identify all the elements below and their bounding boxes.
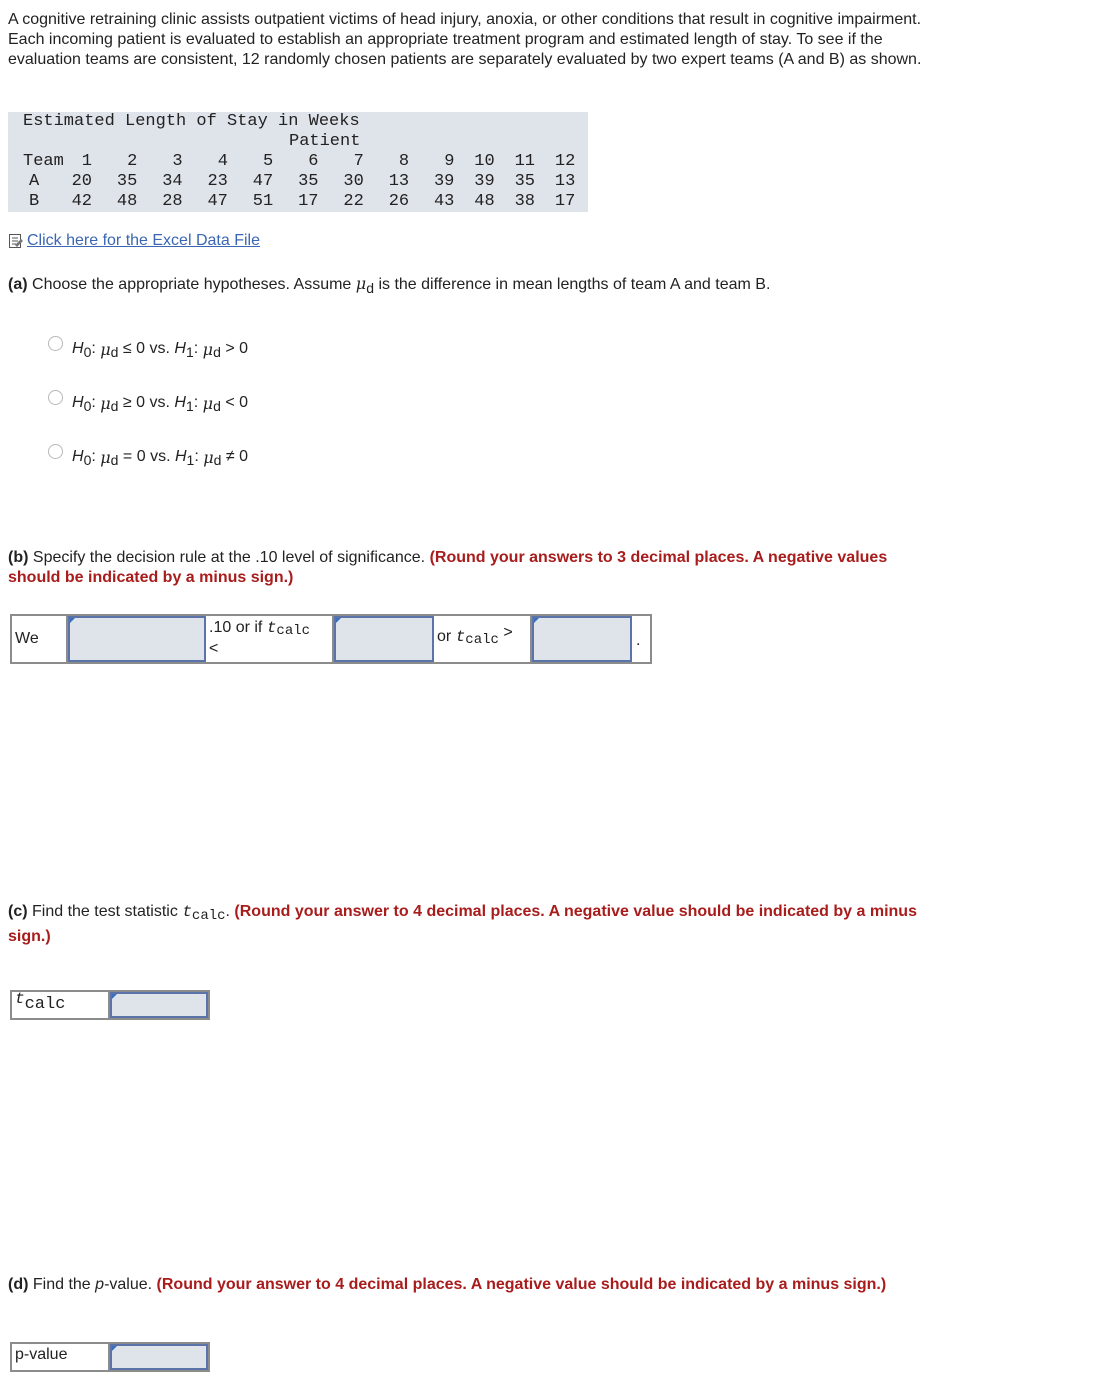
pvalue-input[interactable] [110,1344,208,1370]
team-b-value: 26 [388,192,410,211]
tcalc-input[interactable] [110,992,208,1018]
flag-icon [112,994,117,999]
team-b-value: 17 [298,192,319,211]
flag-icon [112,1346,117,1351]
part-c-text: Find the test statistic [32,903,178,920]
part-a-label: (a) [8,276,28,293]
part-d-note: (Round your answer to 4 decimal places. A negative value should be indicated by a minus sign.) [156,1276,887,1293]
part-c-note: (Round your answer to 4 decimal places. A negative value should be indicated by a minus sign.) [8,903,917,945]
we-cell: We [12,616,68,662]
team-b-value: 48 [474,192,495,211]
team-a-value: 35 [514,172,535,191]
patient-number: 11 [514,152,535,171]
flag-icon [336,618,341,623]
decision-rule-row [10,614,652,664]
team-a-value: 23 [207,172,228,191]
radio-button[interactable] [48,390,63,405]
patient-number: 4 [217,152,228,171]
pvalue-label: p-value [12,1344,110,1370]
patient-number: 8 [398,152,410,171]
team-b-value: 51 [252,192,274,211]
data-table [8,112,588,212]
patient-number: 9 [444,152,455,171]
excel-link-text: Click here for the Excel Data File [27,232,260,249]
patient-number: 2 [127,152,138,171]
patient-number: 10 [474,152,495,171]
lower-critical-input[interactable] [334,616,434,662]
or-cell: or tcalc > [434,616,532,662]
patient-number: 5 [262,152,274,171]
part-d-question: (d) Find the p-value. (Round your answer to 4 decimal places. A negative value should be indicated by a minus sign.) [8,1276,887,1293]
hypothesis-option-1[interactable]: H 0 : μ d ≤ 0 vs. H 1 : μ d > 0 [48,340,248,359]
team-a-value: 13 [554,172,576,191]
table-title: Estimated Length of Stay in Weeks [23,112,360,131]
team-b-value: 48 [116,192,138,211]
part-b-note: (Round your answers to 3 decimal places. A negative values should be indicated by a minus sign.) [8,549,888,586]
period-cell: . [636,632,641,649]
radio-button[interactable] [48,336,63,351]
flag-icon [534,618,539,623]
part-c-label: (c) [8,903,28,920]
flag-icon [70,618,75,623]
team-b-value: 17 [554,192,576,211]
team-a-value: 47 [252,172,274,191]
part-a-text: Choose the appropriate hypotheses. Assume [32,276,352,293]
team-b-value: 43 [433,192,455,211]
problem-intro: A cognitive retraining clinic assists outpatient victims of head injury, anoxia, or other conditions that result in cognitive impairment. Each incoming patient is evaluated to establish an appropriate treatment program and estimated length of stay. To see if the evaluation teams are consistent, 12 randomly chosen patients are separately evaluated by two expert teams (A and B) as shown. [8,11,922,68]
part-b-text: Specify the decision rule at the .10 level of significance. [32,549,426,566]
patient-number: 7 [353,152,364,171]
patient-number: 1 [81,152,92,171]
excel-data-link[interactable] [8,232,260,250]
team-a-label: A [29,172,40,191]
hypothesis-option-3[interactable]: H 0 : μ d = 0 vs. H 1 : μ d ≠ 0 [48,448,248,467]
mu-symbol: μ [355,274,367,293]
upper-critical-input[interactable] [532,616,632,662]
part-a-question [8,274,1008,295]
part-b-question [8,548,938,588]
part-a-text-after: is the difference in mean lengths of team A and team B. [378,276,771,293]
team-a-value: 13 [388,172,410,191]
team-b-label: B [29,192,40,211]
part-d-label: (d) [8,1276,29,1293]
team-b-value: 38 [514,192,535,211]
team-b-value: 22 [343,192,364,211]
patient-number: 3 [172,152,183,171]
table-team-label: Team [23,152,64,171]
mid-text-cell: .10 or if tcalc < [206,616,334,662]
team-b-value: 28 [162,192,183,211]
patient-number: 12 [554,152,576,171]
radio-button[interactable] [48,444,63,459]
document-icon [8,233,24,249]
decision-dropdown[interactable] [68,616,206,662]
part-c-question: (c) Find the test statistic tcalc. (Round your answer to 4 decimal places. A negative value should be indicated by a minus sign.) [8,903,917,945]
team-b-value: 42 [71,192,92,211]
tcalc-label: tcalc [12,992,110,1018]
table-patient-label: Patient [289,132,361,151]
mu-sub: d [366,280,374,296]
team-a-value: 30 [343,172,364,191]
patient-number: 6 [308,152,319,171]
hypothesis-option-2[interactable]: H 0 : μ d ≥ 0 vs. H 1 : μ d < 0 [48,394,248,413]
team-a-value: 35 [298,172,319,191]
team-a-value: 20 [71,172,92,191]
team-a-value: 39 [474,172,495,191]
team-b-value: 47 [207,192,228,211]
team-a-value: 39 [433,172,455,191]
part-b-label: (b) [8,549,29,566]
team-a-value: 35 [116,172,138,191]
pvalue-answer-row [10,1342,210,1372]
tcalc-answer-row [10,990,210,1020]
team-a-value: 34 [162,172,183,191]
